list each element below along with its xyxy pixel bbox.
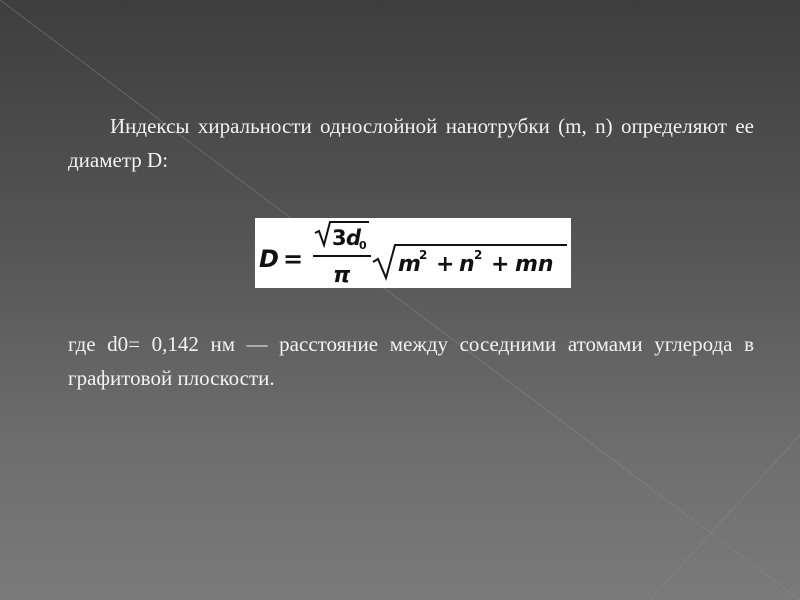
radicand-m: m: [398, 252, 421, 277]
numerator-variable: d: [346, 226, 362, 250]
formula-equals: =: [283, 245, 304, 273]
formula-graphic: [255, 218, 571, 288]
radicand-plus-2: +: [491, 252, 510, 277]
formula-lhs: D: [259, 245, 279, 273]
denominator-pi: π: [333, 263, 351, 288]
numerator-subscript: 0: [359, 239, 367, 252]
diagonal-line: [650, 435, 800, 600]
diameter-formula: [255, 218, 571, 288]
distance-note: [68, 327, 754, 395]
radicand-mn: mn: [515, 252, 554, 277]
radicand-n: n: [459, 252, 475, 277]
radicand-m-exponent: 2: [419, 248, 428, 262]
radicand-n-exponent: 2: [474, 248, 483, 262]
paragraph-1-text: Индексы хиральности однослойной нанотрубки (m, n) определяют ее диаметр D:: [68, 114, 754, 172]
radicand-plus-1: +: [436, 252, 455, 277]
numerator-coefficient: 3: [332, 226, 347, 250]
paragraph-2-text: где d0= 0,142 нм — расстояние между соседними атомами углерода в графитовой плоскости.: [68, 332, 754, 390]
chirality-description: [68, 109, 754, 177]
